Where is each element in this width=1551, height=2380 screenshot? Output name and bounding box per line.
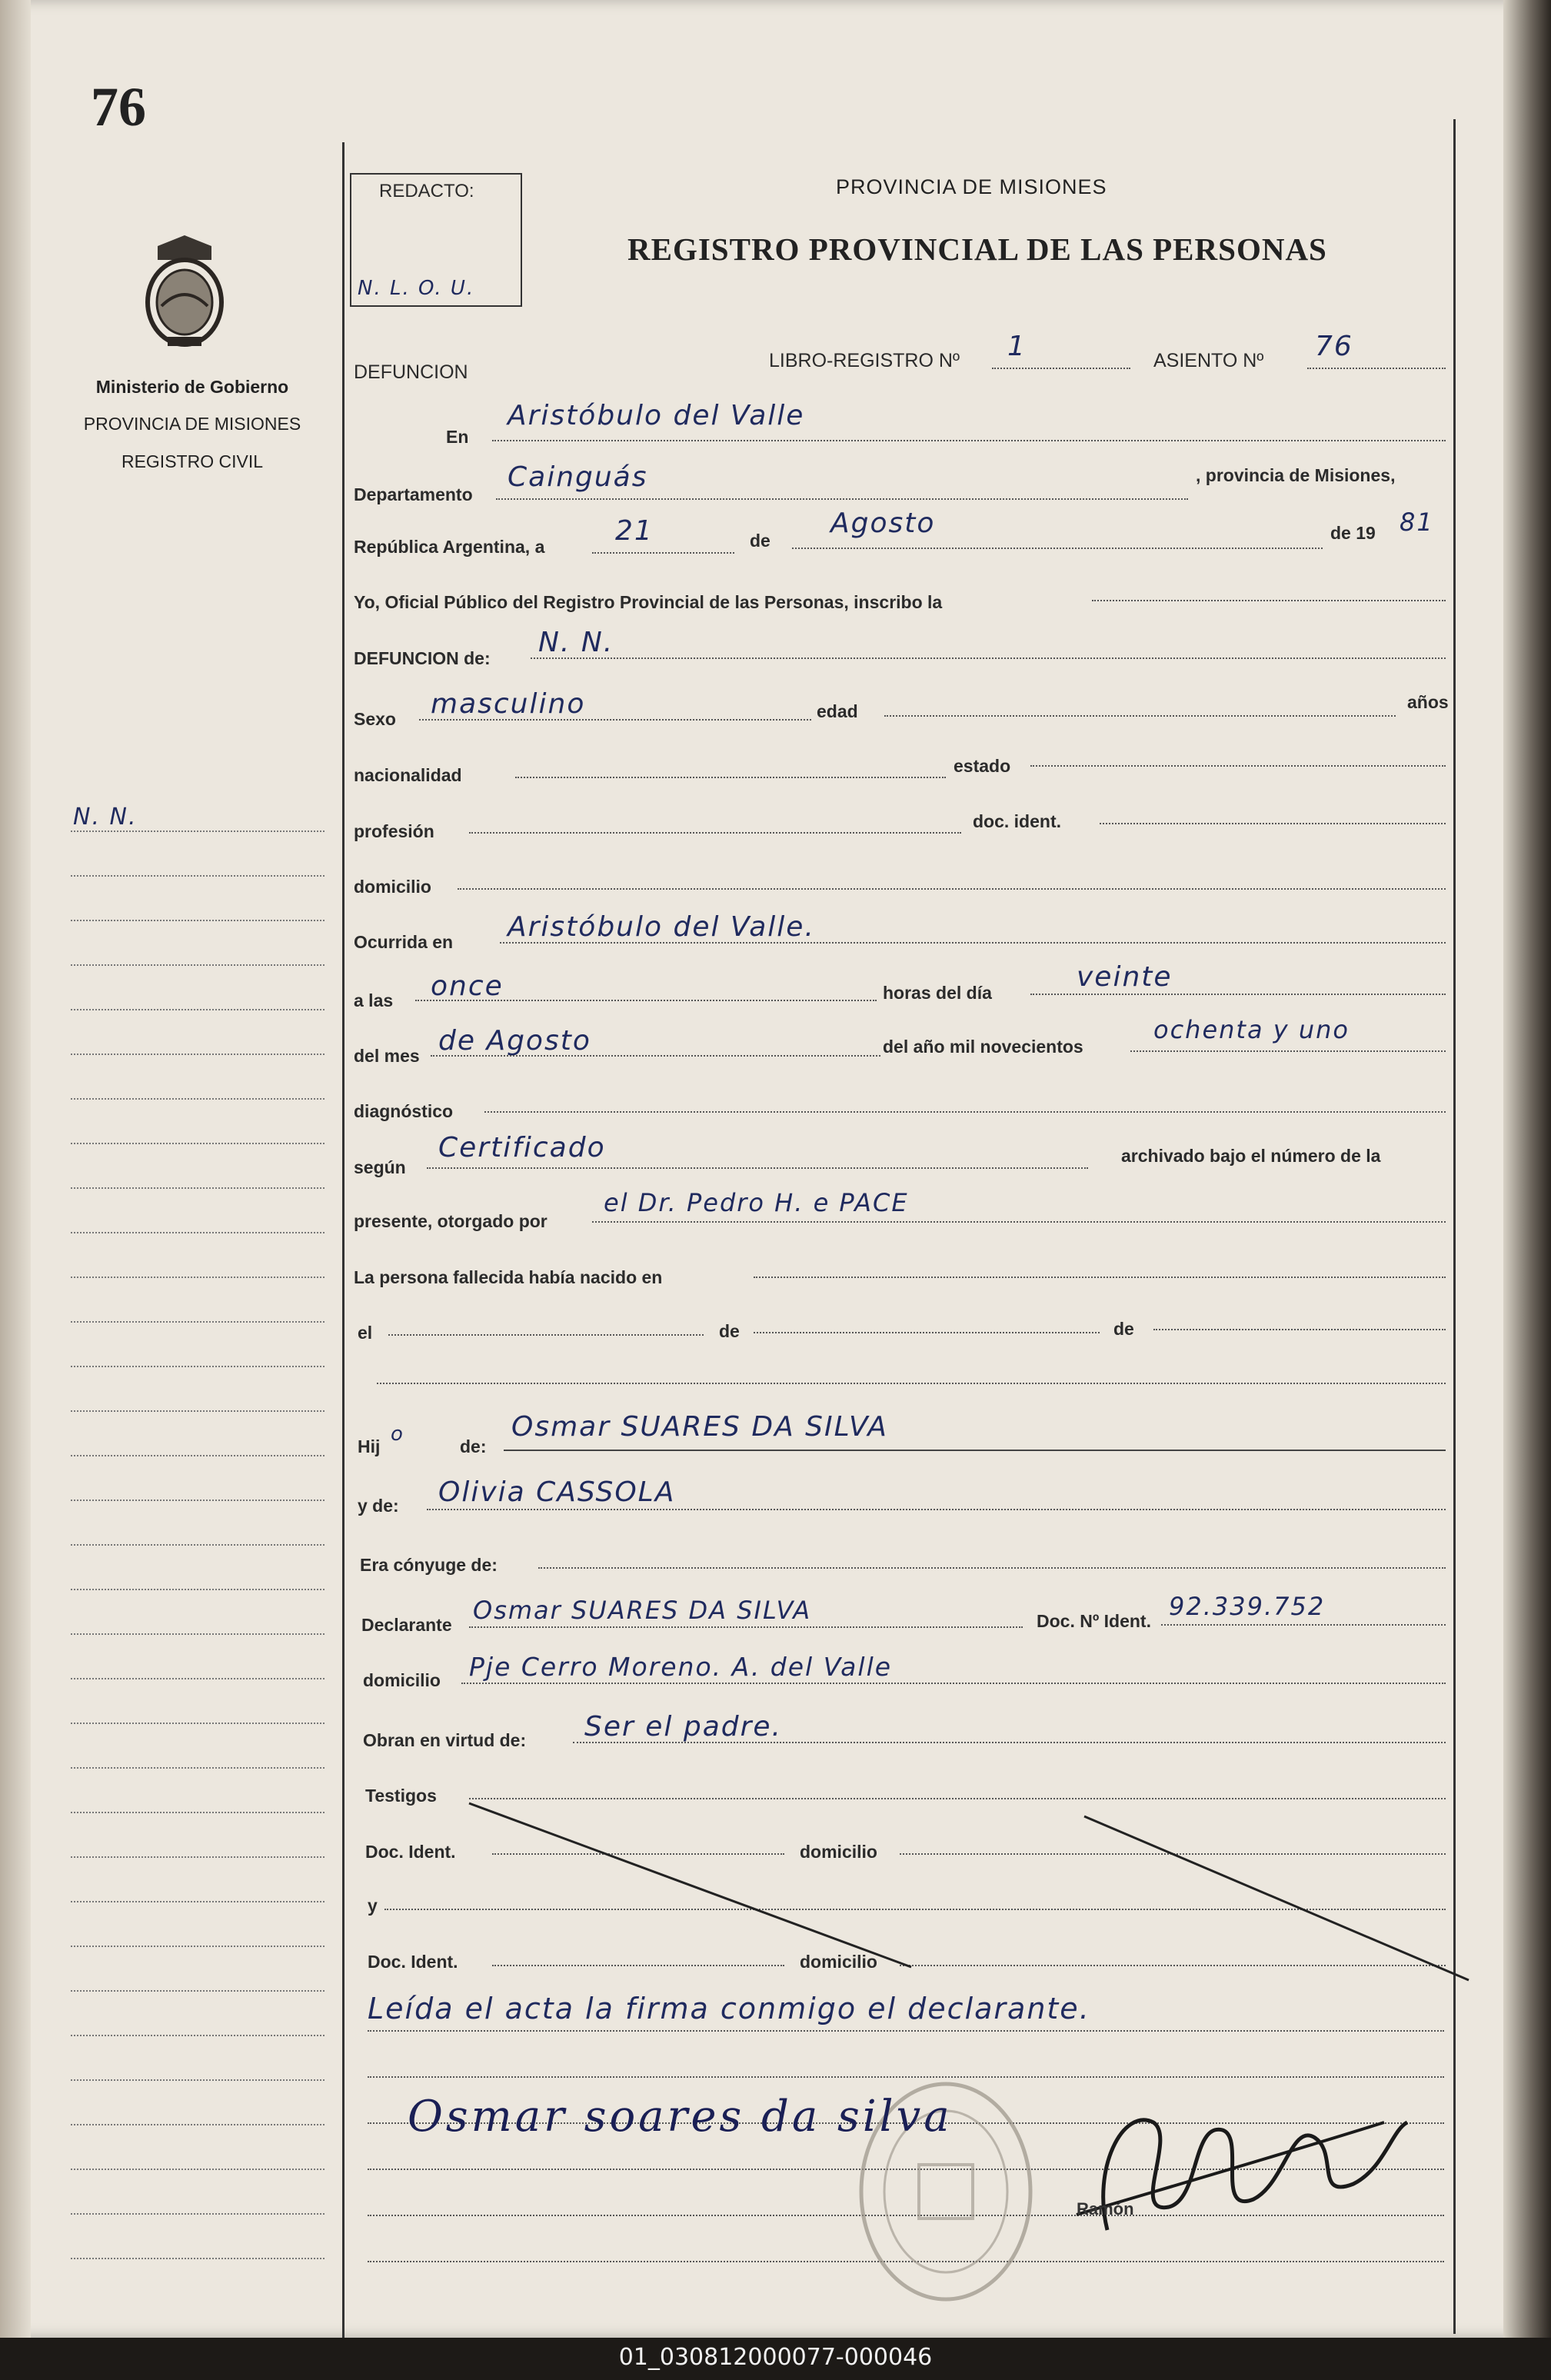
- doc-n-ident-label: Doc. Nº Ident.: [1037, 1611, 1151, 1631]
- provincia-suffix: , provincia de Misiones,: [1196, 465, 1396, 485]
- asiento-value: 76: [1315, 331, 1353, 362]
- year-value: 81: [1400, 508, 1434, 537]
- year-label: de 19: [1330, 523, 1376, 543]
- oficial-signature-name: Ramón: [1077, 2199, 1134, 2219]
- hijo-suffix: o: [391, 1423, 404, 1446]
- day-value: 21: [615, 515, 654, 547]
- del-mes-value: de Agosto: [438, 1025, 591, 1057]
- domicilio4-label: domicilio: [800, 1952, 877, 1972]
- hijo-label: Hij: [358, 1436, 381, 1456]
- obran-label: Obran en virtud de:: [363, 1730, 527, 1750]
- libro-label: LIBRO-REGISTRO Nº: [769, 350, 960, 371]
- en-label: En: [446, 427, 469, 447]
- testigos-label: Testigos: [365, 1786, 437, 1806]
- estado-label: estado: [954, 756, 1011, 776]
- horas-label: horas del día: [883, 983, 992, 1003]
- en-value: Aristóbulo del Valle: [508, 400, 805, 431]
- hijo-value: Osmar SUARES DA SILVA: [511, 1411, 888, 1443]
- nacido-de1: de: [719, 1321, 740, 1341]
- archivado-label: archivado bajo el número de la: [1121, 1146, 1381, 1166]
- de-label: de: [750, 531, 771, 551]
- libro-value: 1: [1007, 331, 1027, 362]
- departamento-label: Departamento: [354, 484, 473, 504]
- ano-label: del año mil novecientos: [883, 1037, 1083, 1057]
- horas-value: veinte: [1077, 961, 1173, 993]
- province-title: PROVINCIA DE MISIONES: [836, 175, 1107, 198]
- republica-label: República Argentina, a: [354, 537, 545, 557]
- redacto-value: N. L. O. U.: [358, 277, 475, 300]
- oficial-signature: [1061, 2076, 1415, 2261]
- doc-ident-label: doc. ident.: [973, 811, 1061, 831]
- nacido-de2: de: [1113, 1319, 1134, 1339]
- segun-label: según: [354, 1157, 406, 1177]
- doc-ident1-label: Doc. Ident.: [365, 1842, 456, 1862]
- ministry-name: Ministerio de Gobierno: [95, 377, 289, 397]
- doc-n-ident-value: 92.339.752: [1169, 1592, 1326, 1621]
- anos-label: años: [1407, 692, 1449, 712]
- oficial-text: Yo, Oficial Público del Registro Provincial de las Personas, inscribo la: [354, 592, 943, 612]
- sexo-value: masculino: [431, 688, 586, 720]
- profesion-label: profesión: [354, 821, 434, 841]
- ministry-registry: REGISTRO CIVIL: [121, 451, 264, 471]
- del-mes-label: del mes: [354, 1046, 420, 1066]
- domicilio2-label: domicilio: [363, 1670, 441, 1690]
- a-las-label: a las: [354, 990, 394, 1010]
- segun-value: Certificado: [438, 1132, 606, 1163]
- defuncion-de-label: DEFUNCION de:: [354, 648, 491, 668]
- ocurrida-value: Aristóbulo del Valle.: [508, 911, 815, 943]
- el-label: el: [358, 1323, 373, 1343]
- domicilio-label: domicilio: [354, 877, 431, 897]
- domicilio3-label: domicilio: [800, 1842, 877, 1862]
- declarante-signature: Osmar soares da silva: [408, 2092, 953, 2142]
- month-value: Agosto: [830, 508, 936, 539]
- edad-label: edad: [817, 701, 858, 721]
- sexo-label: Sexo: [354, 709, 396, 729]
- defuncion-de-value: N. N.: [538, 627, 614, 658]
- image-id-footer: 01_030812000077-000046: [618, 2344, 933, 2371]
- doc-ident2-label: Doc. Ident.: [368, 1952, 458, 1972]
- y-label: y: [368, 1896, 378, 1916]
- ministry-province: PROVINCIA DE MISIONES: [83, 414, 301, 434]
- a-las-value: once: [431, 970, 504, 1002]
- obran-value: Ser el padre.: [584, 1711, 782, 1743]
- nacido-label: La persona fallecida había nacido en: [354, 1267, 663, 1287]
- registry-title: REGISTRO PROVINCIAL DE LAS PERSONAS: [627, 231, 1327, 267]
- presente-value: el Dr. Pedro H. e PACE: [604, 1188, 909, 1217]
- conyuge-label: Era cónyuge de:: [360, 1555, 498, 1575]
- redacto-label: REDACTO:: [379, 181, 474, 201]
- closing-text: Leída el acta la firma conmigo el declarante.: [368, 1992, 1090, 2025]
- domicilio2-value: Pje Cerro Moreno. A. del Valle: [469, 1652, 893, 1682]
- margin-note: N. N.: [73, 804, 138, 831]
- hijo-de-label: de:: [460, 1436, 487, 1456]
- diagnostico-label: diagnóstico: [354, 1101, 454, 1121]
- declarante-value: Osmar SUARES DA SILVA: [473, 1596, 812, 1625]
- page-number: 76: [91, 76, 146, 138]
- ocurrida-label: Ocurrida en: [354, 932, 454, 952]
- asiento-label: ASIENTO Nº: [1153, 350, 1264, 371]
- declarante-label: Declarante: [361, 1615, 452, 1635]
- y-de-value: Olivia CASSOLA: [438, 1476, 676, 1508]
- nacionalidad-label: nacionalidad: [354, 765, 462, 785]
- departamento-value: Cainguás: [508, 461, 648, 493]
- ano-value: ochenta y uno: [1153, 1015, 1350, 1044]
- presente-label: presente, otorgado por: [354, 1211, 548, 1231]
- record-type: DEFUNCION: [354, 361, 468, 383]
- y-de-label: y de:: [358, 1496, 399, 1516]
